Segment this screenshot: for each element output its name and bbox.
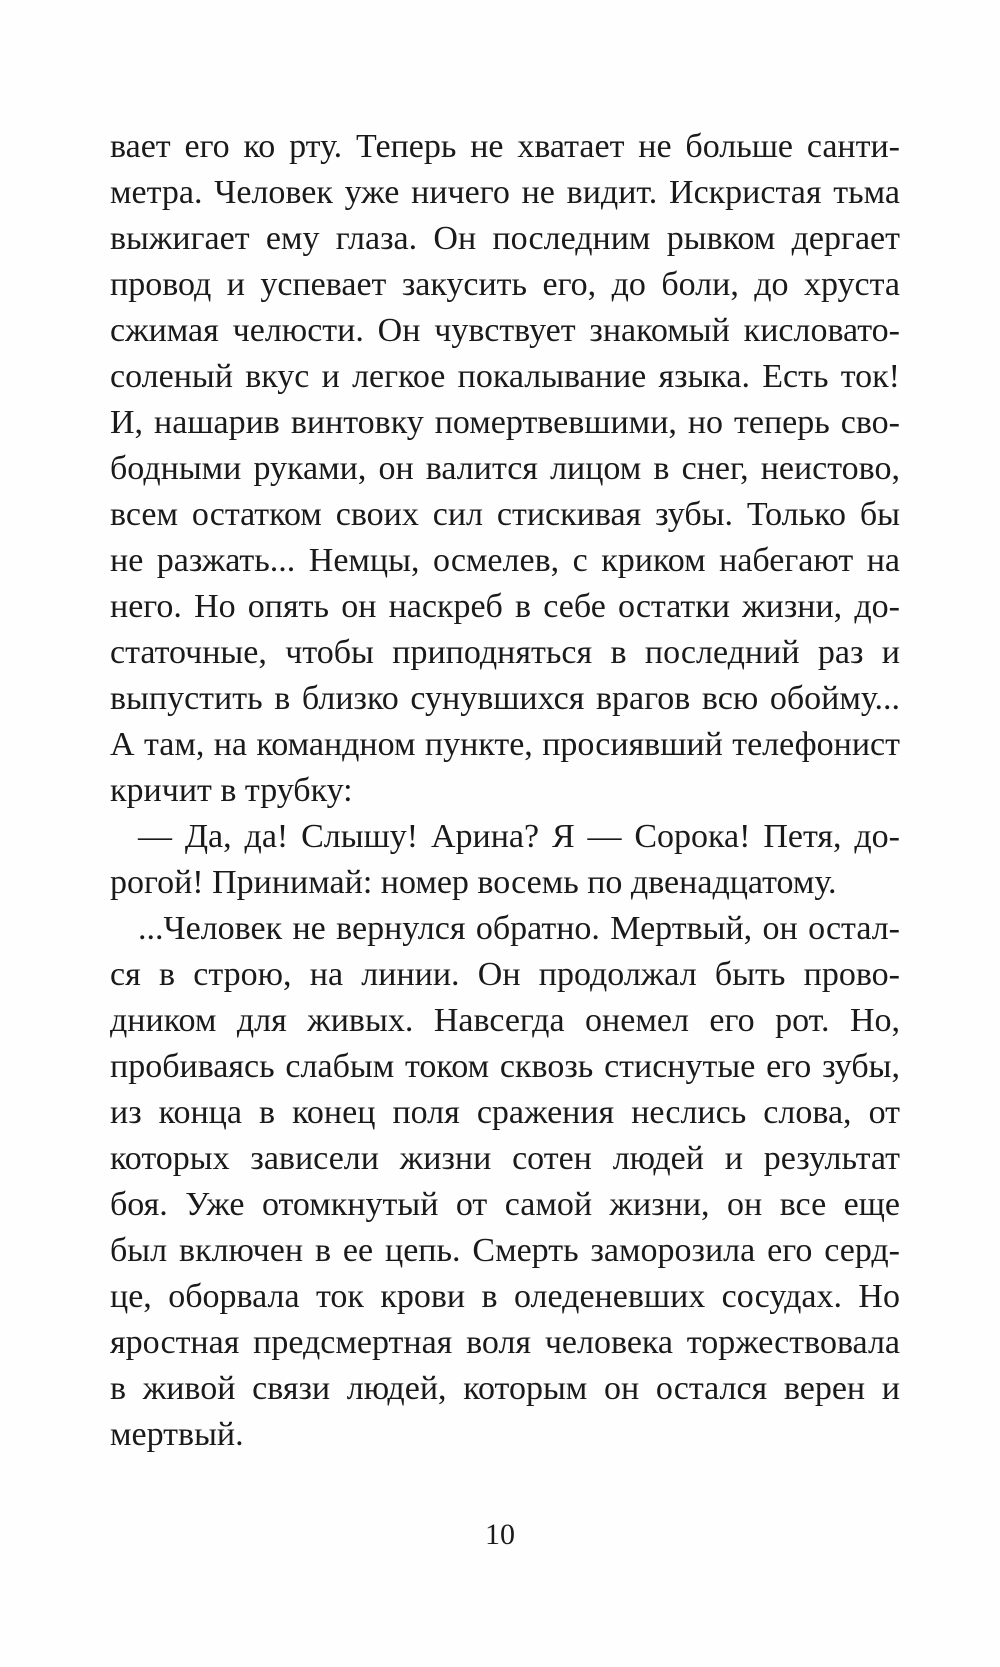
body-text [110, 124, 900, 1458]
text-line: не разжать... Немцы, осмелев, с криком набегают на [110, 542, 900, 579]
text-line: мертвый. [110, 1416, 244, 1453]
text-line: выпустить в близко сунувшихся врагов всю обойму... [110, 680, 900, 717]
text-line: яростная предсмертная воля человека торжествовала [110, 1324, 900, 1361]
text-line: дником для живых. Навсегда онемел его рот. Но, [110, 1002, 900, 1039]
text-line: соленый вкус и легкое покалывание языка. Есть ток! [110, 358, 900, 395]
text-line: бодными руками, он валится лицом в снег, неистово, [110, 450, 900, 487]
text-line: сжимая челюсти. Он чувствует знакомый кисловато- [110, 312, 900, 349]
text-line: А там, на командном пункте, просиявший телефонист [110, 726, 900, 763]
text-line: метра. Человек уже ничего не видит. Искристая тьма [110, 174, 900, 211]
text-line: боя. Уже отомкнутый от самой жизни, он все еще [110, 1186, 900, 1223]
text-line: статочные, чтобы приподняться в последний раз и [110, 634, 900, 671]
text-line: из конца в конец поля сражения неслись слова, от [110, 1094, 900, 1131]
text-line: ...Человек не вернулся обратно. Мертвый, он остал- [138, 910, 900, 947]
text-line: пробиваясь слабым током сквозь стиснутые его зубы, [110, 1048, 900, 1085]
text-line: кричит в трубку: [110, 772, 353, 809]
text-line: вает его ко рту. Теперь не хватает не больше санти- [110, 128, 900, 165]
page-number: 10 [485, 1518, 515, 1551]
text-line: И, нашарив винтовку помертвевшими, но теперь сво- [110, 404, 900, 441]
text-line: был включен в ее цепь. Смерть заморозила его серд- [110, 1232, 900, 1269]
text-line: него. Но опять он наскреб в себе остатки жизни, до- [110, 588, 900, 625]
text-line: — Да, да! Слышу! Арина? Я — Сорока! Петя, до- [138, 818, 900, 855]
text-line: це, оборвала ток крови в оледеневших сосудах. Но [110, 1278, 900, 1315]
text-line: всем остатком своих сил стискивая зубы. Только бы [110, 496, 900, 533]
text-line: рогой! Принимай: номер восемь по двенадцатому. [110, 864, 837, 901]
text-line: ся в строю, на линии. Он продолжал быть прово- [110, 956, 900, 993]
text-line: в живой связи людей, которым он остался верен и [110, 1370, 900, 1407]
text-line: провод и успевает закусить его, до боли, до хруста [110, 266, 900, 303]
text-line: выжигает ему глаза. Он последним рывком дергает [110, 220, 900, 257]
text-line: которых зависели жизни сотен людей и результат [110, 1140, 900, 1177]
